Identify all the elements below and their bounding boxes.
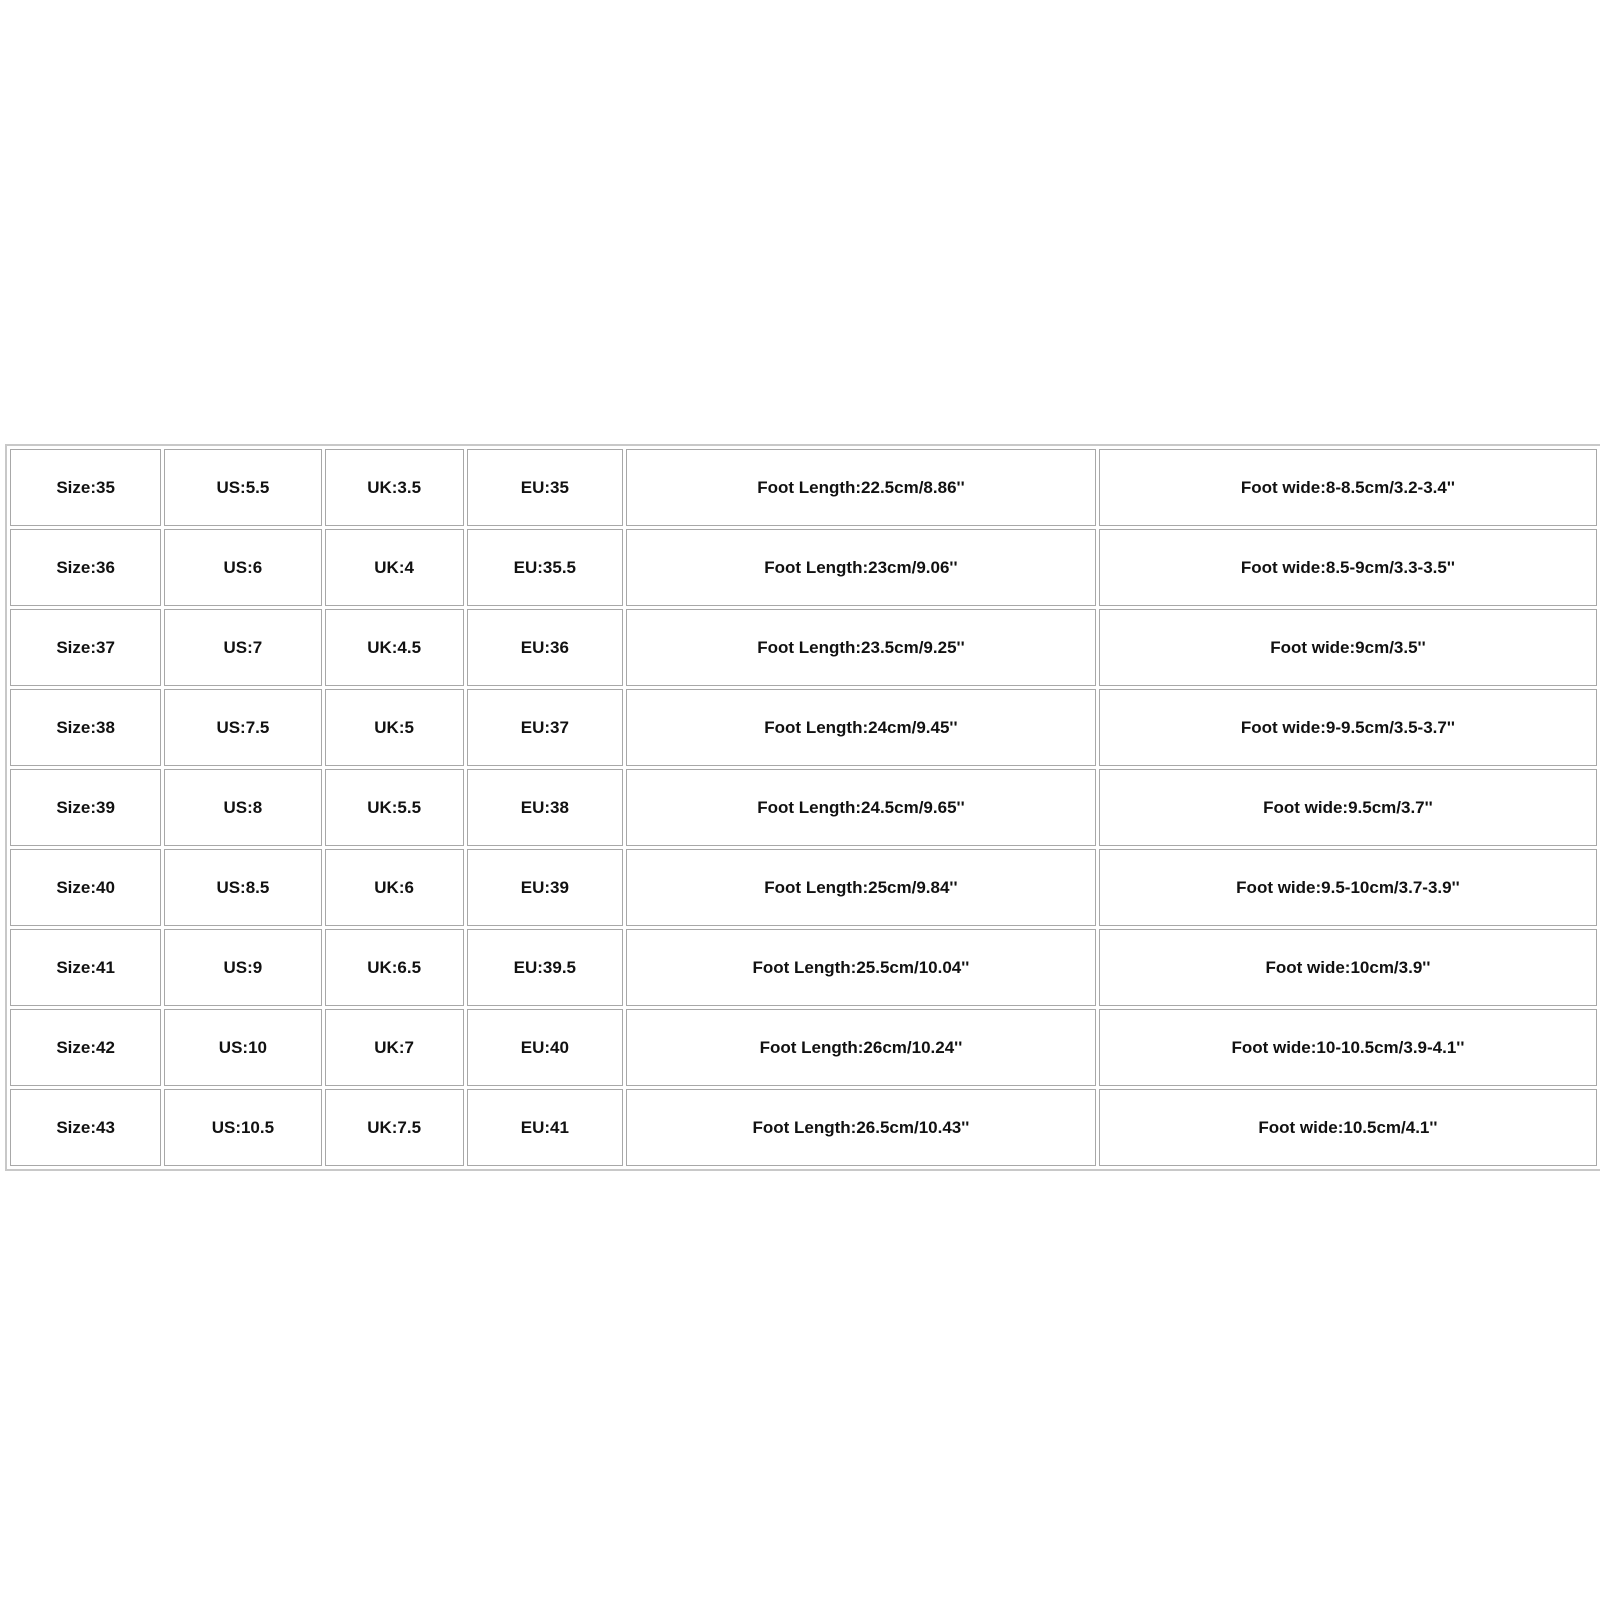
foot-length-cell: Foot Length:26.5cm/10.43'' (626, 1089, 1096, 1166)
size-cell: Size:42 (10, 1009, 161, 1086)
foot-length-cell: Foot Length:25cm/9.84'' (626, 849, 1096, 926)
size-cell: Size:40 (10, 849, 161, 926)
foot-length-cell: Foot Length:25.5cm/10.04'' (626, 929, 1096, 1006)
eu-size-cell: EU:40 (467, 1009, 623, 1086)
size-chart-table (5, 444, 1600, 1171)
size-cell: Size:38 (10, 689, 161, 766)
us-size-cell: US:5.5 (164, 449, 321, 526)
foot-length-cell: Foot Length:22.5cm/8.86'' (626, 449, 1096, 526)
foot-wide-cell: Foot wide:8-8.5cm/3.2-3.4'' (1099, 449, 1597, 526)
table-row (10, 529, 1597, 606)
foot-length-cell: Foot Length:24.5cm/9.65'' (626, 769, 1096, 846)
eu-size-cell: EU:35 (467, 449, 623, 526)
us-size-cell: US:8.5 (164, 849, 321, 926)
foot-length-cell: Foot Length:23.5cm/9.25'' (626, 609, 1096, 686)
uk-size-cell: UK:7 (325, 1009, 464, 1086)
uk-size-cell: UK:3.5 (325, 449, 464, 526)
foot-wide-cell: Foot wide:9.5-10cm/3.7-3.9'' (1099, 849, 1597, 926)
foot-length-cell: Foot Length:23cm/9.06'' (626, 529, 1096, 606)
us-size-cell: US:10 (164, 1009, 321, 1086)
uk-size-cell: UK:6.5 (325, 929, 464, 1006)
eu-size-cell: EU:39 (467, 849, 623, 926)
us-size-cell: US:7.5 (164, 689, 321, 766)
us-size-cell: US:6 (164, 529, 321, 606)
foot-wide-cell: Foot wide:8.5-9cm/3.3-3.5'' (1099, 529, 1597, 606)
foot-length-cell: Foot Length:24cm/9.45'' (626, 689, 1096, 766)
size-cell: Size:39 (10, 769, 161, 846)
foot-wide-cell: Foot wide:10.5cm/4.1'' (1099, 1089, 1597, 1166)
us-size-cell: US:10.5 (164, 1089, 321, 1166)
eu-size-cell: EU:36 (467, 609, 623, 686)
foot-wide-cell: Foot wide:9cm/3.5'' (1099, 609, 1597, 686)
uk-size-cell: UK:6 (325, 849, 464, 926)
foot-length-cell: Foot Length:26cm/10.24'' (626, 1009, 1096, 1086)
size-cell: Size:36 (10, 529, 161, 606)
eu-size-cell: EU:41 (467, 1089, 623, 1166)
table-row (10, 609, 1597, 686)
eu-size-cell: EU:38 (467, 769, 623, 846)
size-cell: Size:43 (10, 1089, 161, 1166)
us-size-cell: US:9 (164, 929, 321, 1006)
size-cell: Size:37 (10, 609, 161, 686)
uk-size-cell: UK:5.5 (325, 769, 464, 846)
uk-size-cell: UK:5 (325, 689, 464, 766)
uk-size-cell: UK:7.5 (325, 1089, 464, 1166)
us-size-cell: US:7 (164, 609, 321, 686)
foot-wide-cell: Foot wide:9.5cm/3.7'' (1099, 769, 1597, 846)
foot-wide-cell: Foot wide:10cm/3.9'' (1099, 929, 1597, 1006)
eu-size-cell: EU:39.5 (467, 929, 623, 1006)
size-cell: Size:41 (10, 929, 161, 1006)
table-row (10, 1089, 1597, 1166)
uk-size-cell: UK:4.5 (325, 609, 464, 686)
eu-size-cell: EU:37 (467, 689, 623, 766)
uk-size-cell: UK:4 (325, 529, 464, 606)
us-size-cell: US:8 (164, 769, 321, 846)
table-row (10, 769, 1597, 846)
table-row (10, 449, 1597, 526)
foot-wide-cell: Foot wide:10-10.5cm/3.9-4.1'' (1099, 1009, 1597, 1086)
table-row (10, 849, 1597, 926)
table-row (10, 929, 1597, 1006)
table-row (10, 689, 1597, 766)
eu-size-cell: EU:35.5 (467, 529, 623, 606)
size-cell: Size:35 (10, 449, 161, 526)
foot-wide-cell: Foot wide:9-9.5cm/3.5-3.7'' (1099, 689, 1597, 766)
table-row (10, 1009, 1597, 1086)
